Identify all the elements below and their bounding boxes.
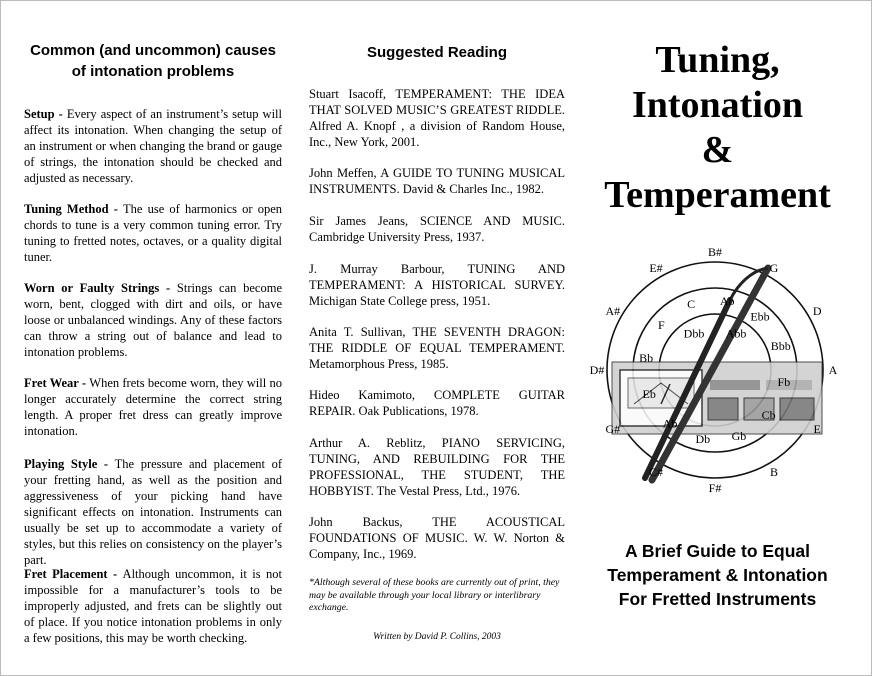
inner-note-label: Ab [719,294,735,309]
cause-playing-style [24,456,282,568]
inner-note-label: Bbb [770,339,791,354]
outer-note-label: A# [605,304,621,318]
cause-text: The pressure and placement of your fretting hand, as well as the position and aggressiveness of your picking hand have significant effects on intonation. Instruments can usually be set up to accommodate a variety of styles, but this relies on consistency on the player’s part. [24,457,282,567]
reading-heading: Suggested Reading [366,44,508,61]
inner-note-label: Bb [639,350,654,365]
cause-term: Tuning Method - [24,202,124,216]
cause-text: The use of harmonics or open chords to tune is a very common tuning error. Try tuning to fretted notes, octaves, or a quality digital tuner. [24,202,282,264]
cause-text: Strings can become worn, bent, clogged with dirt and oils, or have loose or unbalanced windings. Any of these factors can throw a string out of balance and lead to intonation problems. [24,281,282,359]
brochure-subtitle [590,539,845,611]
cause-text: When frets become worn, they will no longer accurately determine the correct string length. A proper fret dress can greatly improve intonation. [24,376,282,438]
outer-note-label: D [812,304,822,318]
outer-note-label: D# [590,363,605,377]
reference-item: J. Murray Barbour, TUNING AND TEMPERAMENT: A HISTORICAL SURVEY. Michigan State College press, 1951. [309,262,565,308]
title-line: Tuning, [655,39,780,81]
inner-note-label: Gb [731,428,747,443]
reference-item: John Backus, THE ACOUSTICAL FOUNDATIONS OF MUSIC. W. W. Norton & Company, Inc., 1969. [309,515,565,561]
cause-term: Fret Placement - [24,567,123,581]
title-line: Temperament [604,174,831,216]
reference-item: Stuart Isacoff, TEMPERAMENT: THE IDEA THAT SOLVED MUSIC’S GREATEST RIDDLE. Alfred A. Knopf , a division of Random House, Inc., New York, 2001. [309,87,565,149]
reference-item: John Meffen, A GUIDE TO TUNING MUSICAL INSTRUMENTS. David & Charles Inc., 1982. [309,166,565,196]
cause-setup [24,106,282,186]
cause-worn-strings [24,280,282,360]
circle-of-fifths-illustration [590,240,845,498]
subtitle-line: A Brief Guide to Equal [624,541,811,561]
cause-text: Although uncommon, it is not impossible for a manufacturer’s tools to be improperly adjusted, and frets can be slightly out of place. If you notice intonation problems in only a few positions, this may be worth checking. [24,567,282,645]
cause-term: Worn or Faulty Strings - [24,281,177,295]
middle-note-label: Dbb [683,326,705,341]
reference-item: Arthur A. Reblitz, PIANO SERVICING, TUNING, AND REBUILDING FOR THE PROFESSIONAL, THE STUDENT, THE HOBBYIST. The Vestal Press, Ltd., 1976. [309,436,565,498]
subtitle-line: For Fretted Instruments [618,589,817,609]
outer-note-label: A [828,363,838,377]
reference-item: Sir James Jeans, SCIENCE AND MUSIC. Cambridge University Press, 1937. [309,214,565,244]
inner-note-label: Cb [761,408,776,422]
title-line: Intonation [631,84,804,126]
outer-note-label: E [813,422,821,436]
inner-note-label: Ebb [750,309,770,324]
cause-text: Every aspect of an instrument’s setup will affect its intonation. When changing the setup of an instrument or when changing the brand or gauge of strings, the intonation should be checked and adjusted as necessary. [24,107,282,185]
cause-term: Fret Wear - [24,376,90,390]
outer-note-label: G# [605,422,621,436]
inner-note-label: Db [695,431,711,446]
inner-note-label: C [687,297,696,312]
inner-note-label: F [658,318,665,332]
outer-note-label: C# [648,465,664,480]
reference-item: Anita T. Sullivan, THE SEVENTH DRAGON: THE RIDDLE OF EQUAL TEMPERAMENT. Metamorphous Press, 1985. [309,325,565,371]
outer-note-label: B [769,465,779,480]
inner-note-label: Ab [662,416,678,431]
middle-note-label: Abb [725,326,747,341]
outer-note-label: B# [707,245,723,259]
author-byline: Written by David P. Collins, 2003 [373,632,501,642]
cause-term: Playing Style - [24,457,115,471]
brochure-title [590,38,845,218]
cause-fret-wear [24,375,282,439]
causes-heading: Common (and uncommon) causes of intonation problems [30,42,276,80]
reference-item: Hideo Kamimoto, COMPLETE GUITAR REPAIR. Oak Publications, 1978. [309,388,565,418]
out-of-print-note: *Although several of these books are currently out of print, they may be available through your local library or interlibrary exchange. [309,577,560,613]
cause-term: Setup - [24,107,67,121]
outer-note-label: G [769,260,779,275]
cause-fret-placement [24,566,282,646]
inner-note-label: Fb [777,375,791,390]
inner-note-label: Eb [642,386,656,401]
subtitle-line: Temperament & Intonation [607,565,828,585]
cause-tuning-method [24,201,282,265]
outer-note-label: E# [649,260,663,275]
title-line: & [701,129,734,171]
outer-note-label: F# [708,481,722,495]
